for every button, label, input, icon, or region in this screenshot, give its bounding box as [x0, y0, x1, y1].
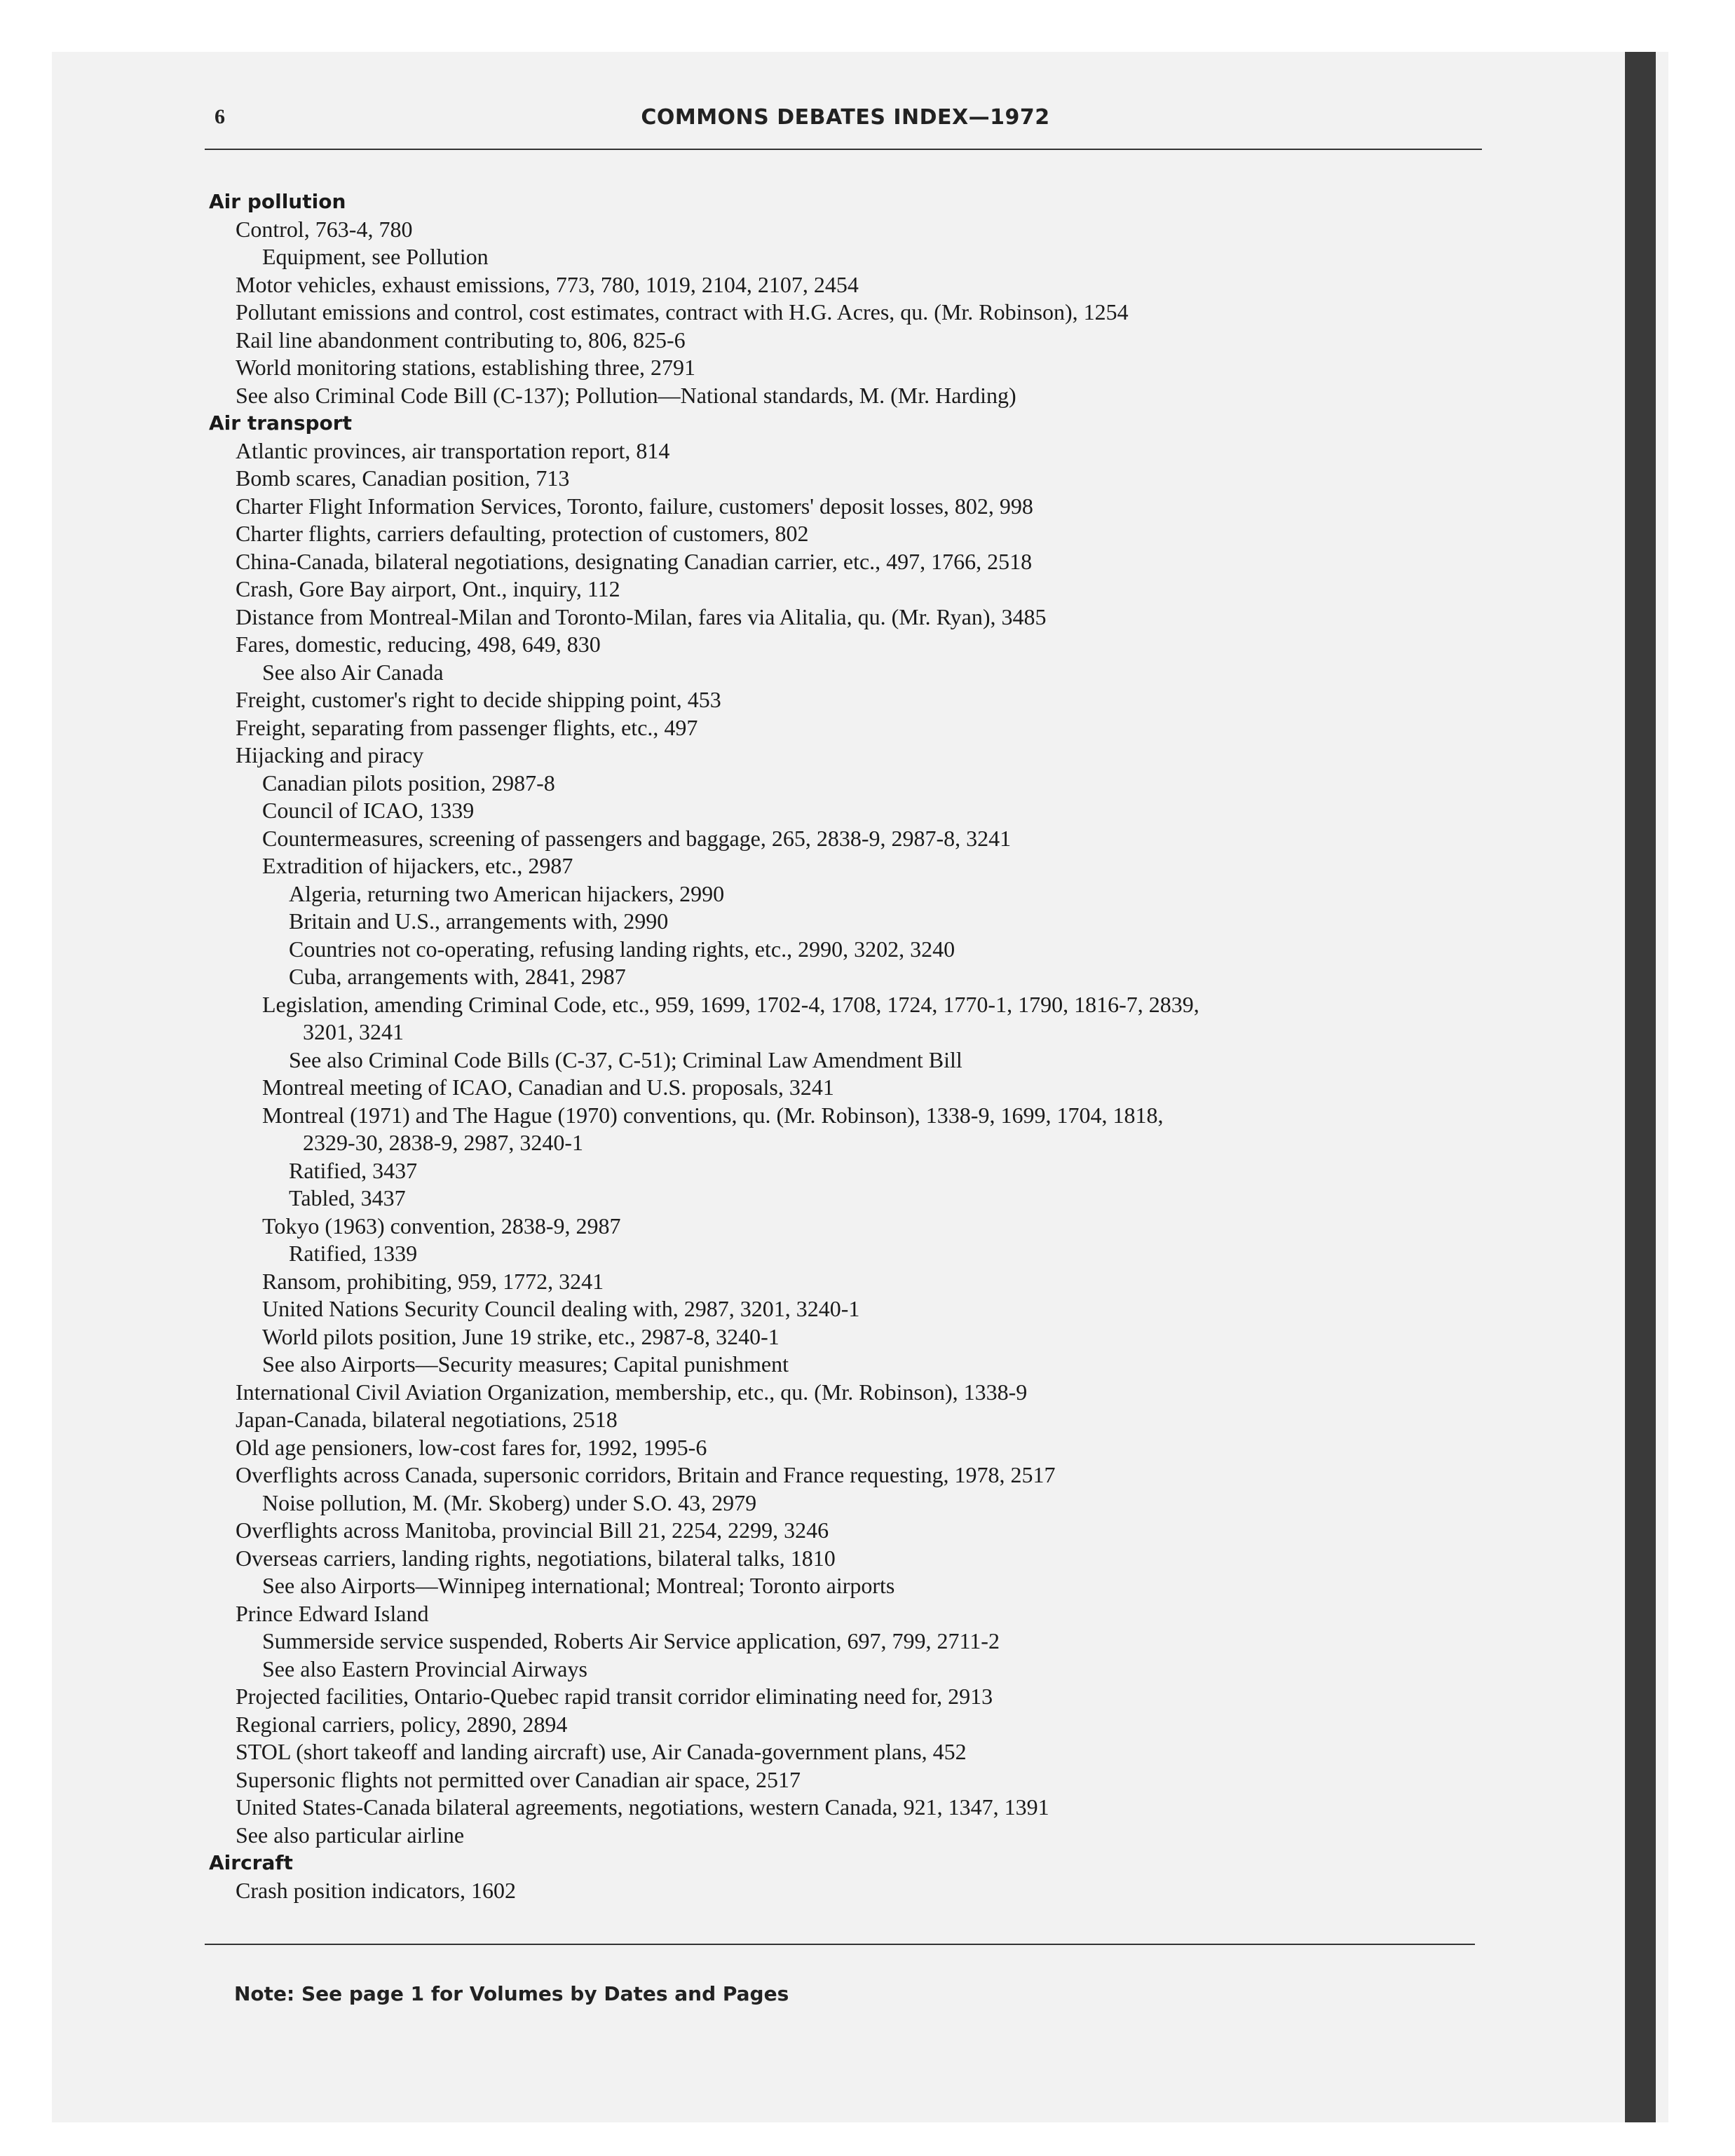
page-header [215, 105, 1476, 140]
index-entry: World monitoring stations, establishing three, 2791 [236, 355, 696, 380]
index-entry: Freight, customer's right to decide shipping point, 453 [236, 687, 721, 712]
index-entry: Charter Flight Information Services, Toronto, failure, customers' deposit losses, 802, 998 [236, 493, 1033, 519]
index-entry: See also Eastern Provincial Airways [262, 1656, 587, 1681]
index-entry: Atlantic provinces, air transportation report, 814 [236, 437, 670, 463]
index-entry: Cuba, arrangements with, 2841, 2987 [289, 964, 626, 989]
index-entry: China-Canada, bilateral negotiations, designating Canadian carrier, etc., 497, 1766, 2518 [236, 548, 1033, 574]
header-rule [205, 149, 1482, 150]
index-entry: Rail line abandonment contributing to, 806, 825-6 [236, 327, 686, 353]
index-entry: International Civil Aviation Organization, membership, etc., qu. (Mr. Robinson), 1338-9 [236, 1379, 1028, 1405]
scan-dark-edge [1625, 52, 1656, 2122]
index-entry: Prince Edward Island [236, 1600, 429, 1626]
index-entry: Japan-Canada, bilateral negotiations, 2518 [236, 1407, 618, 1432]
index-entry: World pilots position, June 19 strike, etc., 2987-8, 3240-1 [262, 1323, 780, 1349]
index-entry: Extradition of hijackers, etc., 2987 [262, 853, 573, 878]
index-entry: Countermeasures, screening of passengers and baggage, 265, 2838-9, 2987-8, 3241 [262, 825, 1012, 851]
index-entry: See also Airports—Winnipeg international; Montreal; Toronto airports [262, 1573, 895, 1598]
index-entry: Montreal (1971) and The Hague (1970) conventions, qu. (Mr. Robinson), 1338-9, 1699, 1704, 1818, [262, 1102, 1164, 1128]
index-entry: Old age pensioners, low-cost fares for, 1992, 1995-6 [236, 1434, 707, 1460]
index-entry: See also Airports—Security measures; Capital punishment [262, 1351, 789, 1377]
index-entry: Fares, domestic, reducing, 498, 649, 830 [236, 632, 601, 657]
index-heading: Aircraft [209, 1851, 293, 1874]
index-entry: Noise pollution, M. (Mr. Skoberg) under S.O. 43, 2979 [262, 1489, 757, 1515]
index-entry: Equipment, see Pollution [262, 244, 489, 269]
index-entry: Canadian pilots position, 2987-8 [262, 770, 555, 796]
index-entry: Montreal meeting of ICAO, Canadian and U.S. proposals, 3241 [262, 1074, 834, 1100]
index-entry: See also Criminal Code Bill (C-137); Pollution—National standards, M. (Mr. Harding) [236, 382, 1016, 408]
index-entry: Crash position indicators, 1602 [236, 1877, 516, 1903]
index-entry: Projected facilities, Ontario-Quebec rapid transit corridor eliminating need for, 2913 [236, 1684, 993, 1709]
index-entry: Crash, Gore Bay airport, Ont., inquiry, 112 [236, 576, 620, 601]
index-entry: Legislation, amending Criminal Code, etc., 959, 1699, 1702-4, 1708, 1724, 1770-1, 1790, 1816-7, 2839, [262, 991, 1199, 1017]
index-entry: Ratified, 1339 [289, 1241, 418, 1266]
index-entry: Bomb scares, Canadian position, 713 [236, 465, 570, 491]
index-entry: Summerside service suspended, Roberts Air Service application, 697, 799, 2711-2 [262, 1628, 1000, 1653]
index-entry: Charter flights, carriers defaulting, protection of customers, 802 [236, 521, 809, 546]
index-entry: STOL (short takeoff and landing aircraft) use, Air Canada-government plans, 452 [236, 1739, 967, 1764]
index-entry: Supersonic flights not permitted over Canadian air space, 2517 [236, 1766, 801, 1792]
index-entries [209, 188, 1485, 1904]
index-entry: Motor vehicles, exhaust emissions, 773, 780, 1019, 2104, 2107, 2454 [236, 271, 859, 297]
index-entry: Freight, separating from passenger flights, etc., 497 [236, 714, 698, 740]
index-entry: Tokyo (1963) convention, 2838-9, 2987 [262, 1213, 621, 1239]
index-entry: Hijacking and piracy [236, 742, 424, 767]
index-heading: Air transport [209, 411, 352, 435]
index-entry: Control, 763-4, 780 [236, 216, 413, 242]
index-entry: Algeria, returning two American hijackers, 2990 [289, 880, 725, 906]
page-title: COMMONS DEBATES INDEX—1972 [641, 105, 1050, 130]
index-entry: Ransom, prohibiting, 959, 1772, 3241 [262, 1268, 604, 1294]
index-entry: Overseas carriers, landing rights, negotiations, bilateral talks, 1810 [236, 1545, 836, 1571]
page-number: 6 [215, 105, 225, 128]
index-entry: Regional carriers, policy, 2890, 2894 [236, 1711, 568, 1737]
index-entry: United States-Canada bilateral agreements, negotiations, western Canada, 921, 1347, 1391 [236, 1794, 1049, 1820]
index-entry: Ratified, 3437 [289, 1157, 418, 1183]
index-entry: Overflights across Canada, supersonic corridors, Britain and France requesting, 1978, 2517 [236, 1462, 1056, 1487]
index-entry: Pollutant emissions and control, cost estimates, contract with H.G. Acres, qu. (Mr. Robinson), 1254 [236, 299, 1129, 325]
index-entry: See also particular airline [236, 1822, 465, 1848]
index-entry: See also Criminal Code Bills (C-37, C-51); Criminal Law Amendment Bill [289, 1046, 962, 1072]
index-entry: See also Air Canada [262, 659, 444, 685]
index-entry: Tabled, 3437 [289, 1185, 406, 1210]
index-entry: United Nations Security Council dealing with, 2987, 3201, 3240-1 [262, 1296, 860, 1321]
index-entry: 2329-30, 2838-9, 2987, 3240-1 [303, 1130, 583, 1155]
index-entry: Overflights across Manitoba, provincial Bill 21, 2254, 2299, 3246 [236, 1517, 829, 1543]
index-entry: Countries not co-operating, refusing landing rights, etc., 2990, 3202, 3240 [289, 936, 955, 962]
footer-rule [205, 1944, 1475, 1945]
index-entry: 3201, 3241 [303, 1019, 404, 1044]
index-entry: Council of ICAO, 1339 [262, 798, 475, 823]
index-entry: Distance from Montreal-Milan and Toronto-Milan, fares via Alitalia, qu. (Mr. Ryan), 3485 [236, 603, 1047, 629]
index-entry: Britain and U.S., arrangements with, 2990 [289, 908, 669, 934]
footer-note: Note: See page 1 for Volumes by Dates and Pages [234, 1982, 789, 2005]
index-heading: Air pollution [209, 190, 346, 213]
